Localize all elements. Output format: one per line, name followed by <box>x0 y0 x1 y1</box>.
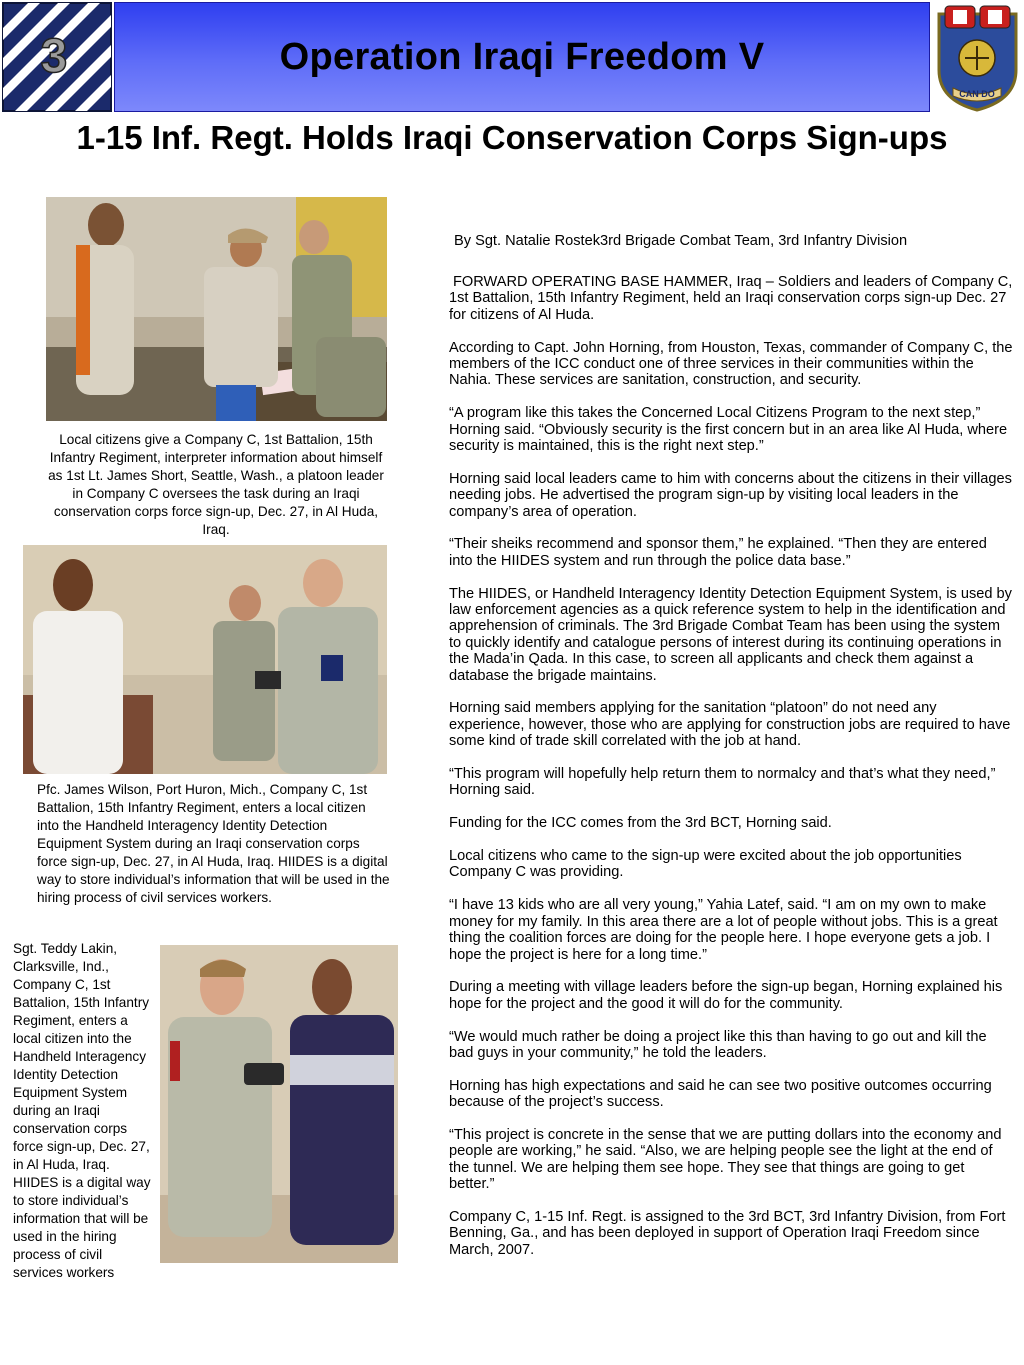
article-paragraph: “A program like this takes the Concerned Local Citizens Program to the next step,” Horning said. “Obviously security is the first concern but in an area like Al Huda, where security is maintained, this is the right next step.” <box>449 405 1008 455</box>
article-paragraph: FORWARD OPERATING BASE HAMMER, Iraq – Soldiers and leaders of Company C, 1st Battalion, 15th Infantry Regiment, held an Iraqi conservation corps sign-up Dec. 27 for citizens of Al Huda. <box>449 274 1013 323</box>
article-paragraph: During a meeting with village leaders before the sign-up began, Horning explained his hope for the project and the good it will do for the community. <box>449 979 1003 1012</box>
header-banner <box>0 0 1024 114</box>
crest-motto: CAN DO <box>959 89 995 99</box>
article-paragraph: “This program will hopefully help return them to normalcy and that’s what they need,” Horning said. <box>449 766 996 799</box>
photo-hiides-lakin <box>160 945 398 1263</box>
article-paragraph: Horning said local leaders came to him with concerns about the citizens in their villages needing jobs. He advertised the program sign-up by visiting local leaders in the company’s area of operation. <box>449 470 1012 520</box>
photo-hiides-wilson <box>23 545 387 774</box>
article-paragraph: According to Capt. John Horning, from Houston, Texas, commander of Company C, the members of the ICC conduct one of three services in their communities within the Nahia. These services are sanitation, construction, and security. <box>449 339 1013 389</box>
article-paragraph: “I have 13 kids who are all very young,” Yahia Latef, said. “I am on my own to make money for my family. In this area there are a lot of people without jobs. This is a great thing the coalition forces are doing for the people here. I hope everyone gets a job. I hope the project is here for a long time.” <box>449 897 998 963</box>
article-paragraph: Local citizens who came to the sign-up were excited about the job opportunities Company C was providing. <box>449 848 962 881</box>
logo-numeral: 3 <box>40 30 68 83</box>
article-paragraph: The HIIDES, or Handheld Interagency Identity Detection Equipment System, is used by law enforcement agencies as a quick reference system to help in the identification and apprehension of criminals. The 3rd Brigade Combat Team has been using the system to quickly identify and catalogue persons of interest during its continuing operations in the Mada’in Qada. In this case, to screen all applicants and check them against a database the brigade maintains. <box>449 585 1012 684</box>
article-body <box>449 274 1013 1275</box>
can-do-crest-logo <box>931 0 1024 114</box>
article-byline: By Sgt. Natalie Rostek3rd Brigade Combat Team, 3rd Infantry Division <box>454 233 908 249</box>
banner-title: Operation Iraqi Freedom V <box>279 35 765 78</box>
article-paragraph: Funding for the ICC comes from the 3rd BCT, Horning said. <box>449 815 832 832</box>
article-paragraph: Horning has high expectations and said he can see two positive outcomes occurring because of the project’s success. <box>449 1077 992 1111</box>
article-paragraph: “This project is concrete in the sense that we are putting dollars into the economy and people are working,” he said. “Also, we are helping people see the light at the end of the tunnel. We are helping them see hope. They see that things are going to get better.” <box>449 1126 1002 1193</box>
article-headline: 1-15 Inf. Regt. Holds Iraqi Conservation Corps Sign-ups <box>76 119 948 156</box>
article-paragraph: “Their sheiks recommend and sponsor them,” he explained. “Then they are entered into the HIIDES system and run through the police data base.” <box>449 536 987 569</box>
article-paragraph: “We would much rather be doing a project like this than having to go out and kill the bad guys in your community,” he told the leaders. <box>449 1028 987 1061</box>
photo1-caption: Local citizens give a Company C, 1st Battalion, 15th Infantry Regiment, interpreter information about himself as 1st Lt. James Short, Seattle, Wash., a platoon leader in Company C oversees the task during an Iraqi conservation corps force sign-up, Dec. 27, in Al Huda, Iraq. <box>48 432 384 537</box>
article-paragraph: Horning said members applying for the sanitation “platoon” do not need any experience, however, those who are applying for construction jobs are required to have some kind of trade skill correlated with the job at hand. <box>449 700 1011 750</box>
photo-signup-interpreter <box>46 197 387 421</box>
article-paragraph: Company C, 1-15 Inf. Regt. is assigned to the 3rd BCT, 3rd Infantry Division, from Fort Benning, Ga., and has been deployed in support of Operation Iraqi Freedom since March, 2007. <box>449 1208 1006 1258</box>
photo3-caption: Sgt. Teddy Lakin, Clarksville, Ind., Company C, 1st Battalion, 15th Infantry Regiment, enters a local citizen into the Handheld Interagency Identity Detection Equipment System during an Iraqi conservation corps force sign-up, Dec. 27, in Al Huda, Iraq. HIIDES is a digital way to store individual’s information that will be used in the hiring process of civil services workers <box>13 941 151 1280</box>
photo2-caption: Pfc. James Wilson, Port Huron, Mich., Company C, 1st Battalion, 15th Infantry Regiment, enters a local citizen into the Handheld Interagency Identity Detection Equipment System during an Iraqi conservation corps force sign-up, Dec. 27, in Al Huda, Iraq. HIIDES is a digital way to store individual’s information that will be used in the hiring process of civil services workers. <box>37 782 390 905</box>
3rd-infantry-division-logo <box>0 0 114 114</box>
